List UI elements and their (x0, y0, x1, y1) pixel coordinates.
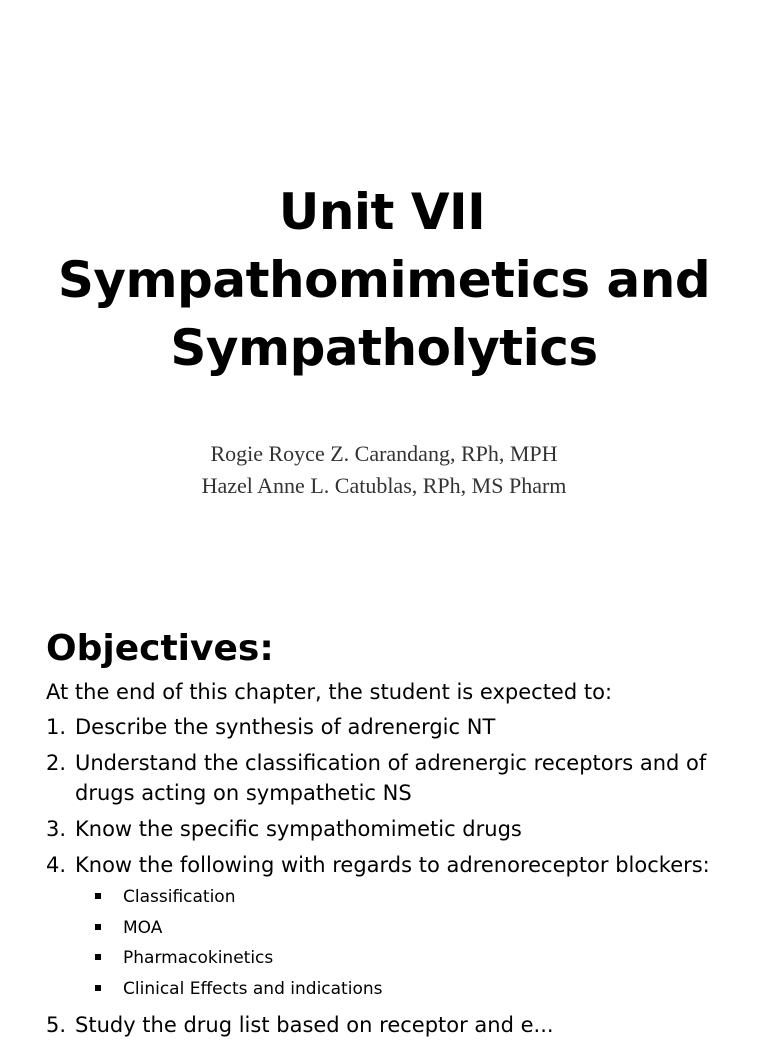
slide-title (0, 178, 768, 382)
objective-number: 3. (46, 817, 67, 841)
objectives-intro: At the end of this chapter, the student is expected to: (46, 680, 613, 704)
objective-text: Know the specific sympathomimetic drugs (75, 817, 522, 841)
objective-number: 4. (46, 853, 67, 877)
author-line: Hazel Anne L. Catublas, RPh, MS Pharm (201, 473, 567, 498)
title-line-unit: Unit VII (278, 183, 486, 241)
subpoint-text: Pharmacokinetics (123, 948, 274, 968)
subpoint-item (95, 943, 746, 974)
objective-text: Know the following with regards to adrenoreceptor blockers: (75, 853, 710, 877)
subpoint-text: Classification (123, 887, 236, 907)
objective-item (46, 814, 746, 844)
objective-text: Understand the classification of adrenergic receptors and of drugs acting on sympathetic NS (75, 751, 707, 805)
objectives-list (46, 712, 746, 1046)
title-line-sympathomimetics: Sympathomimetics and (57, 251, 711, 309)
subpoint-item (95, 913, 746, 944)
square-bullet-icon (95, 924, 101, 930)
square-bullet-icon (95, 954, 101, 960)
subpoint-item (95, 882, 746, 913)
square-bullet-icon (95, 893, 101, 899)
objective-item (46, 748, 746, 808)
author-list (0, 438, 768, 502)
objective-item (46, 712, 746, 742)
subpoint-text: Clinical Effects and indications (123, 978, 383, 999)
title-line-sympatholytics: Sympatholytics (170, 319, 598, 377)
blocker-subpoints (75, 882, 746, 1004)
author-line: Rogie Royce Z. Carandang, RPh, MPH (210, 441, 558, 466)
objective-number: 1. (46, 715, 67, 739)
subpoint-item (95, 974, 746, 1005)
square-bullet-icon (95, 985, 101, 991)
objective-item (46, 1010, 746, 1040)
objective-item (46, 850, 746, 1004)
objective-text: Study the drug list based on receptor and e... (75, 1013, 554, 1037)
objectives-slide (0, 600, 768, 1037)
objectives-heading: Objectives: (46, 628, 274, 669)
objective-number: 2. (46, 751, 67, 775)
subpoint-text: MOA (123, 917, 163, 938)
objective-number: 5. (46, 1013, 67, 1037)
objective-text: Describe the synthesis of adrenergic NT (75, 715, 496, 739)
